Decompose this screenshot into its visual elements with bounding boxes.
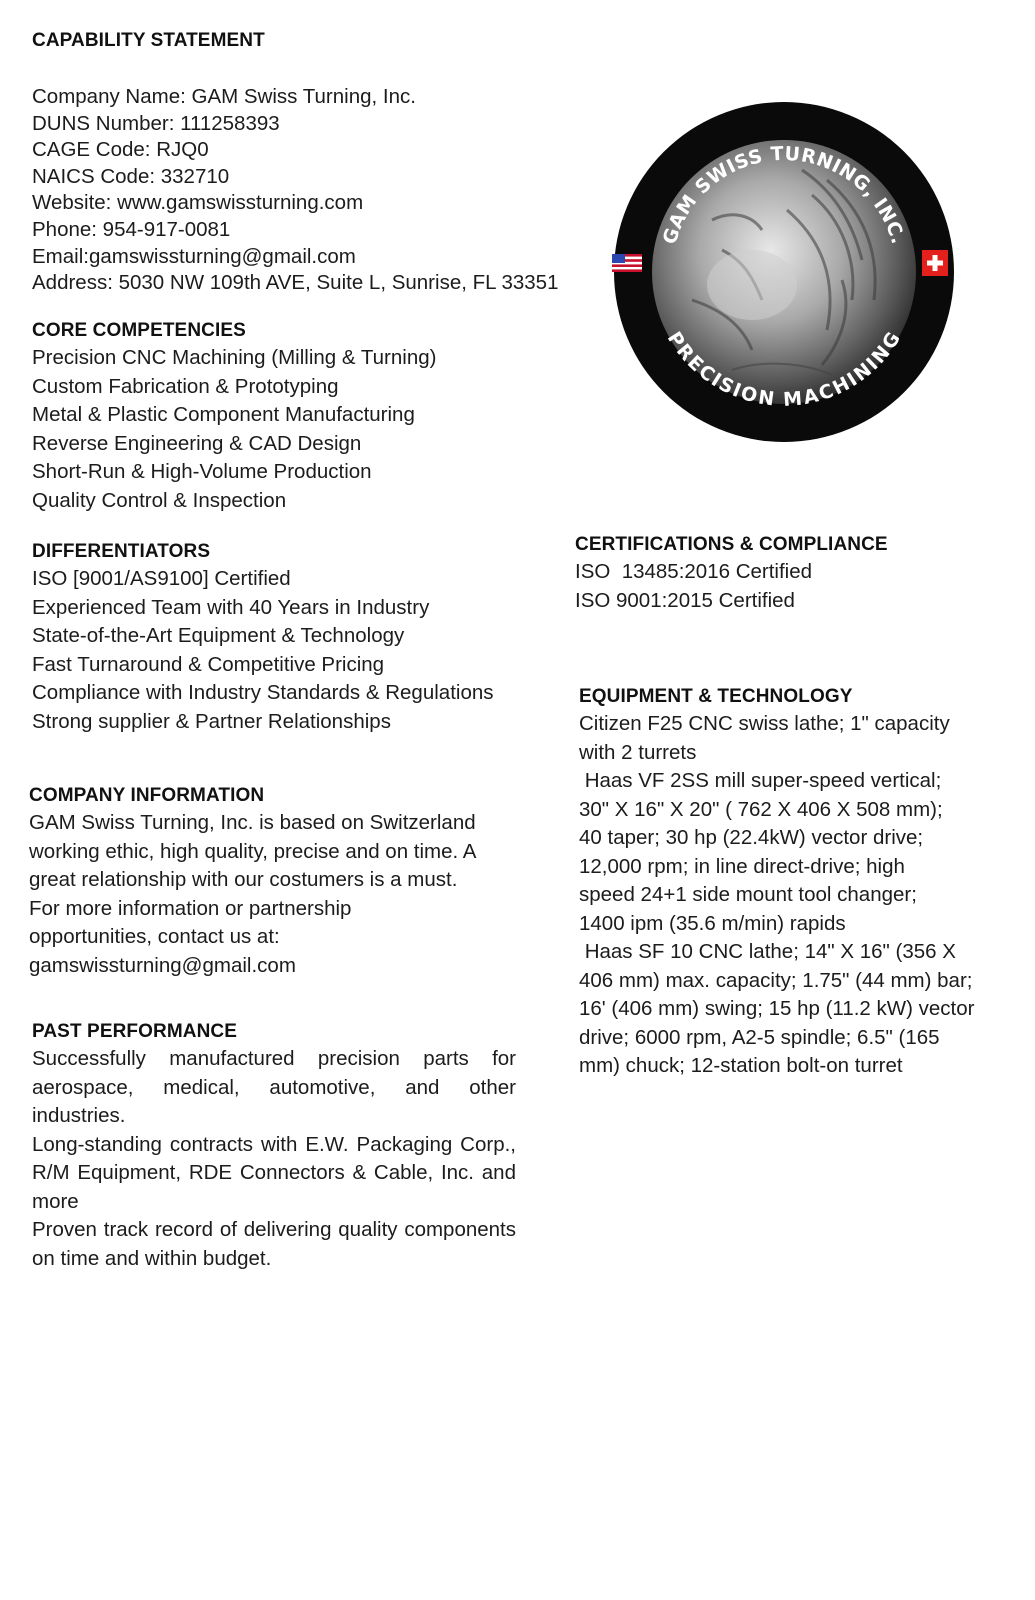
- certifications-section: [575, 532, 888, 615]
- past-performance-paragraph: Successfully manufactured precision parts for aerospace, medical, automotive, and other industries.: [32, 1047, 516, 1127]
- differentiators-heading: DIFFERENTIATORS: [32, 541, 211, 562]
- equipment-line: Haas VF 2SS mill super-speed vertical;: [579, 769, 942, 792]
- past-performance-heading: PAST PERFORMANCE: [32, 1021, 237, 1042]
- company-info-line: working ethic, high quality, precise and on time. A: [29, 839, 477, 863]
- swiss-flag-icon: [922, 250, 948, 276]
- list-item: Metal & Plastic Component Manufacturing: [32, 403, 415, 426]
- equipment-line: 40 taper; 30 hp (22.4kW) vector drive;: [579, 826, 924, 849]
- equipment-line: 1400 ipm (35.6 m/min) rapids: [579, 911, 846, 935]
- logo-seal: [612, 100, 956, 444]
- company-info-line: For more information or partnership: [29, 896, 352, 920]
- certifications-heading: CERTIFICATIONS & COMPLIANCE: [575, 534, 888, 555]
- list-item: Custom Fabrication & Prototyping: [32, 374, 339, 398]
- core-competencies-heading: CORE COMPETENCIES: [32, 320, 246, 341]
- equipment-line: with 2 turrets: [579, 740, 697, 764]
- equipment-line: Haas SF 10 CNC lathe; 14" X 16" (356 X: [579, 940, 956, 963]
- company-information-section: [29, 783, 549, 980]
- equipment-line: drive; 6000 rpm, A2-5 spindle; 6.5" (165: [579, 1025, 940, 1049]
- company-identifiers: [32, 84, 558, 297]
- logo-bottom-text: PRECISION MACHINING: [662, 327, 906, 411]
- equipment-section: [579, 684, 1009, 1081]
- cage-code: CAGE Code: RJQ0: [32, 138, 209, 162]
- list-item: Compliance with Industry Standards & Regulations: [32, 681, 494, 704]
- email[interactable]: Email:gamswissturning@gmail.com: [32, 244, 356, 268]
- equipment-heading: EQUIPMENT & TECHNOLOGY: [579, 686, 853, 707]
- duns-number: DUNS Number: 111258393: [32, 111, 280, 135]
- equipment-line: 16' (406 mm) swing; 15 hp (11.2 kW) vector: [579, 997, 975, 1020]
- list-item: Short-Run & High-Volume Production: [32, 460, 372, 483]
- equipment-line: speed 24+1 side mount tool changer;: [579, 883, 917, 906]
- equipment-line: 406 mm) max. capacity; 1.75" (44 mm) bar;: [579, 968, 973, 992]
- differentiators-section: [32, 539, 494, 736]
- list-item: Experienced Team with 40 Years in Industry: [32, 595, 430, 619]
- company-info-line: great relationship with our costumers is a must.: [29, 868, 458, 891]
- list-item: Quality Control & Inspection: [32, 488, 287, 512]
- past-performance-paragraph: Long-standing contracts with E.W. Packaging Corp., R/M Equipment, RDE Connectors & Cable, Inc. and more: [32, 1132, 516, 1213]
- past-performance-section: [32, 1019, 516, 1273]
- equipment-line: mm) chuck; 12-station bolt-on turret: [579, 1054, 903, 1077]
- core-competencies-section: [32, 318, 436, 515]
- equipment-line: 12,000 rpm; in line direct-drive; high: [579, 854, 905, 878]
- list-item: Fast Turnaround & Competitive Pricing: [32, 652, 385, 676]
- contact-email[interactable]: gamswissturning@gmail.com: [29, 953, 296, 977]
- list-item: Precision CNC Machining (Milling & Turning): [32, 346, 437, 369]
- list-item: State-of-the-Art Equipment & Technology: [32, 624, 405, 647]
- company-name: Company Name: GAM Swiss Turning, Inc.: [32, 85, 416, 108]
- company-information-heading: COMPANY INFORMATION: [29, 785, 265, 806]
- company-info-line: opportunities, contact us at:: [29, 925, 280, 948]
- list-item: ISO 9001:2015 Certified: [575, 588, 795, 612]
- equipment-line: 30" X 16" X 20" ( 762 X 406 X 508 mm);: [579, 797, 943, 821]
- list-item: ISO 13485:2016 Certified: [575, 560, 813, 583]
- us-flag-icon: [612, 254, 642, 272]
- naics-code: NAICS Code: 332710: [32, 164, 230, 188]
- past-performance-paragraph: Proven track record of delivering quality components on time and within budget.: [32, 1218, 516, 1270]
- phone[interactable]: Phone: 954-917-0081: [32, 217, 231, 241]
- company-logo: [612, 100, 956, 444]
- list-item: Reverse Engineering & CAD Design: [32, 431, 362, 455]
- company-info-line: GAM Swiss Turning, Inc. is based on Switzerland: [29, 811, 476, 834]
- equipment-line: Citizen F25 CNC swiss lathe; 1" capacity: [579, 712, 950, 735]
- page-title: CAPABILITY STATEMENT: [32, 30, 265, 51]
- website[interactable]: Website: www.gamswissturning.com: [32, 191, 364, 215]
- logo-top-text: GAM SWISS TURNING, INC.: [658, 142, 910, 247]
- list-item: Strong supplier & Partner Relationships: [32, 709, 391, 733]
- list-item: ISO [9001/AS9100] Certified: [32, 567, 291, 590]
- address: Address: 5030 NW 109th AVE, Suite L, Sunrise, FL 33351: [32, 271, 559, 295]
